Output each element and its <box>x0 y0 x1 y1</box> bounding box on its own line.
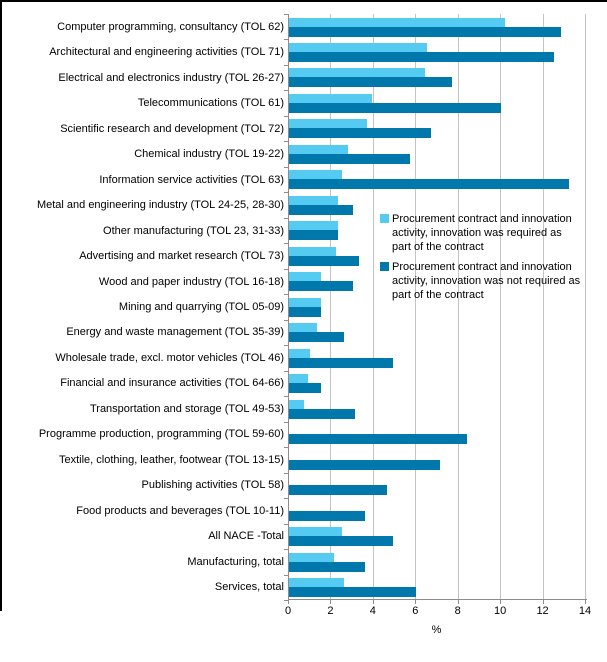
category-label: Mining and quarrying (TOL 05-09) <box>118 300 284 313</box>
bar-innovation-not-required <box>289 230 338 240</box>
bar-innovation-not-required <box>289 383 321 393</box>
category-label: Transportation and storage (TOL 49-53) <box>89 402 284 415</box>
legend-swatch-not-required-icon <box>380 262 389 271</box>
y-axis-tick <box>284 39 288 40</box>
legend <box>380 212 590 308</box>
bar-innovation-not-required <box>289 77 452 87</box>
bar-innovation-required <box>289 145 348 154</box>
y-axis-tick <box>284 447 288 448</box>
y-axis-tick <box>284 345 288 346</box>
bar-innovation-required <box>289 170 342 179</box>
category-labels <box>0 14 284 600</box>
category-label: Wholesale trade, excl. motor vehicles (TOL 46) <box>55 351 284 364</box>
bar-innovation-not-required <box>289 332 344 342</box>
legend-swatch-required-icon <box>380 214 389 223</box>
bar-innovation-required <box>289 196 338 205</box>
y-axis-tick <box>284 473 288 474</box>
bar-innovation-not-required <box>289 205 353 215</box>
y-axis-tick <box>284 549 288 550</box>
category-label: Advertising and market research (TOL 73) <box>79 250 284 263</box>
legend-label-required: Procurement contract and innovation activity, innovation was required as part of the contract <box>392 213 572 253</box>
bar-innovation-not-required <box>289 485 387 495</box>
x-axis-tick <box>585 600 586 604</box>
x-axis-tick <box>373 600 374 604</box>
bar-innovation-not-required <box>289 128 431 138</box>
category-label: Publishing activities (TOL 58) <box>141 479 284 492</box>
y-axis-tick <box>284 192 288 193</box>
x-axis-unit-label: % <box>431 624 442 636</box>
category-label: Energy and waste management (TOL 35-39) <box>66 326 284 339</box>
legend-label-not-required: Procurement contract and innovation activity, innovation was not required as part of the contract <box>392 261 581 301</box>
x-tick-label: 12 <box>536 605 549 617</box>
bar-innovation-not-required <box>289 562 365 572</box>
bar-innovation-not-required <box>289 154 410 164</box>
bar-innovation-not-required <box>289 256 359 266</box>
bar-innovation-required <box>289 68 425 77</box>
x-tick-label: 10 <box>494 605 507 617</box>
category-label: Other manufacturing (TOL 23, 31-33) <box>103 224 284 237</box>
bar-innovation-not-required <box>289 179 569 189</box>
category-label: Manufacturing, total <box>187 555 284 568</box>
y-axis-tick <box>284 65 288 66</box>
bar-innovation-not-required <box>289 409 355 419</box>
bar-innovation-not-required <box>289 434 467 444</box>
bar-innovation-required <box>289 553 334 562</box>
category-label: Textile, clothing, leather, footwear (TOL 13-15) <box>58 453 284 466</box>
bar-innovation-required <box>289 18 505 27</box>
bar-innovation-not-required <box>289 511 365 521</box>
bar-innovation-required <box>289 94 372 103</box>
x-axis-tick <box>330 600 331 604</box>
x-axis-tick <box>500 600 501 604</box>
y-axis-tick <box>284 498 288 499</box>
bar-innovation-required <box>289 247 336 256</box>
gridline <box>373 14 374 600</box>
x-tick-label: 0 <box>284 605 292 617</box>
y-axis-tick <box>284 116 288 117</box>
legend-item-not-required <box>380 260 590 302</box>
category-label: All NACE -Total <box>208 530 284 543</box>
category-label: Electrical and electronics industry (TOL 26-27) <box>58 71 284 84</box>
bar-innovation-required <box>289 374 308 383</box>
x-tick-label: 14 <box>578 605 592 617</box>
bar-innovation-not-required <box>289 52 554 62</box>
y-axis-tick <box>284 90 288 91</box>
bar-innovation-required <box>289 119 367 128</box>
bar-innovation-required <box>289 221 338 230</box>
bar-innovation-not-required <box>289 587 416 597</box>
y-axis-tick <box>284 320 288 321</box>
bar-innovation-not-required <box>289 27 561 37</box>
bar-innovation-not-required <box>289 460 440 470</box>
category-label: Telecommunications (TOL 61) <box>137 97 284 110</box>
y-axis-tick <box>284 524 288 525</box>
category-label: Programme production, programming (TOL 59-60) <box>38 428 284 441</box>
y-axis-tick <box>284 575 288 576</box>
x-axis-tick <box>543 600 544 604</box>
x-axis-tick <box>415 600 416 604</box>
bar-innovation-required <box>289 527 342 536</box>
bar-innovation-not-required <box>289 358 393 368</box>
bar-innovation-not-required <box>289 536 393 546</box>
y-axis-tick <box>284 371 288 372</box>
bar-innovation-required <box>289 298 321 307</box>
bar-innovation-required <box>289 43 427 52</box>
y-axis-tick <box>284 269 288 270</box>
category-label: Computer programming, consultancy (TOL 62) <box>57 20 284 33</box>
legend-item-required <box>380 212 590 254</box>
bar-innovation-required <box>289 400 304 409</box>
category-label: Scientific research and development (TOL 72) <box>60 122 284 135</box>
x-axis-line <box>288 599 587 600</box>
category-label: Wood and paper industry (TOL 16-18) <box>98 275 284 288</box>
x-tick-label: 2 <box>327 605 334 617</box>
x-tick-label: 8 <box>454 605 461 617</box>
frame-border-top <box>0 0 607 2</box>
category-label: Chemical industry (TOL 19-22) <box>134 148 284 161</box>
category-label: Information service activities (TOL 63) <box>99 173 284 186</box>
y-axis-tick <box>284 600 288 601</box>
y-axis-tick <box>284 218 288 219</box>
x-axis-tick <box>458 600 459 604</box>
bar-innovation-required <box>289 272 321 281</box>
y-axis-tick <box>284 294 288 295</box>
y-axis-tick <box>284 14 288 15</box>
x-tick-label: 4 <box>369 605 376 617</box>
y-axis-tick <box>284 141 288 142</box>
bar-innovation-required <box>289 323 317 332</box>
category-label: Metal and engineering industry (TOL 24-25, 28-30) <box>36 199 284 212</box>
bar-innovation-required <box>289 349 310 358</box>
x-tick-labels <box>0 605 607 619</box>
x-tick-label: 6 <box>412 605 419 617</box>
bar-innovation-not-required <box>289 103 501 113</box>
y-axis-tick <box>284 167 288 168</box>
category-label: Architectural and engineering activities (TOL 71) <box>49 46 284 59</box>
category-label: Food products and beverages (TOL 10-11) <box>76 504 284 517</box>
bar-innovation-not-required <box>289 307 321 317</box>
bar-innovation-not-required <box>289 281 353 291</box>
y-axis-tick <box>284 396 288 397</box>
bar-innovation-required <box>289 578 344 587</box>
y-axis-tick <box>284 422 288 423</box>
category-label: Services, total <box>214 581 284 594</box>
category-label: Financial and insurance activities (TOL 64-66) <box>60 377 284 390</box>
y-axis-tick <box>284 243 288 244</box>
x-axis-tick <box>288 600 289 604</box>
